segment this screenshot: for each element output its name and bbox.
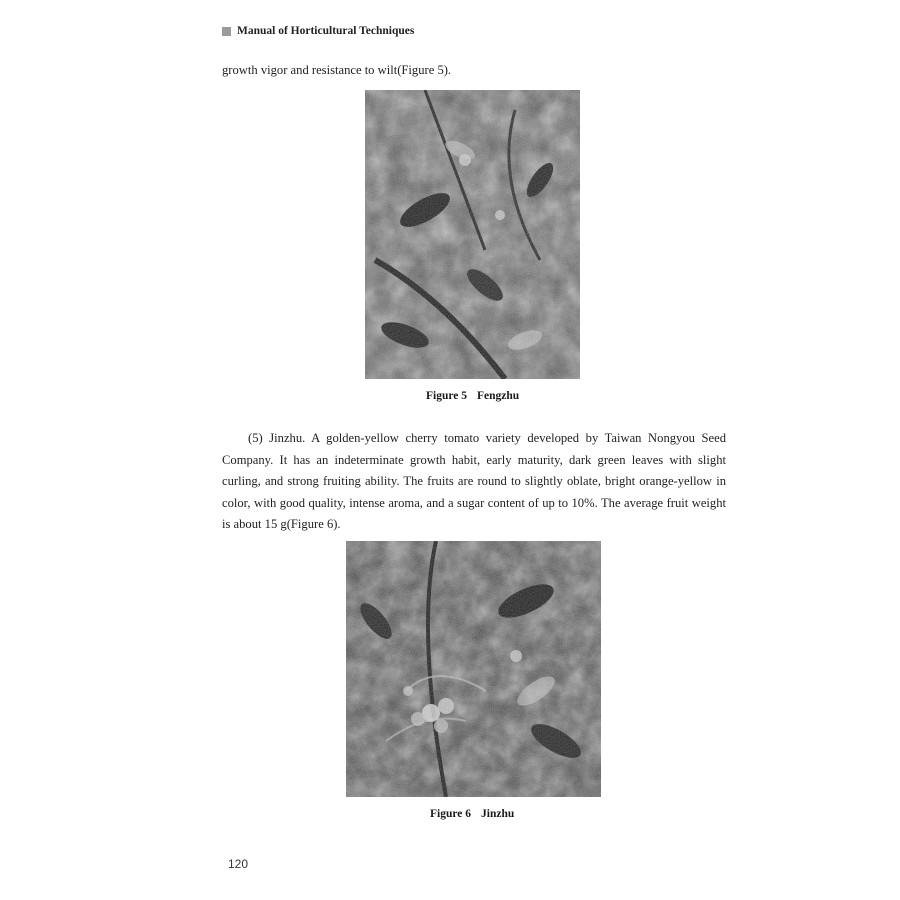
page-number: 120 — [228, 857, 249, 871]
running-head-square-icon — [222, 27, 231, 36]
figure-6-caption — [430, 808, 514, 820]
paragraph-continuation: growth vigor and resistance to wilt(Figure 5). — [222, 63, 452, 77]
paragraph-jinzhu: (5) Jinzhu. A golden-yellow cherry tomato variety developed by Taiwan Nongyou Seed Company. It has an indeterminate growth habit, early maturity, dark green leaves with slight curling, and strong fruiting ability. The fruits are round to slightly oblate, bright orange-yellow in color, with good quality, intense aroma, and a sugar content of up to 10%. The average fruit weight is about 15 g(Figure 6). — [222, 431, 726, 532]
figure-5-photo — [365, 90, 580, 379]
running-head-title: Manual of Horticultural Techniques — [237, 25, 415, 37]
figure-6-photo — [346, 541, 601, 797]
figure-5-caption — [426, 390, 519, 402]
figure-6-number: Figure 6 — [430, 808, 471, 820]
figure-6-title: Jinzhu — [481, 808, 515, 820]
figure-5-title: Fengzhu — [477, 390, 520, 402]
figure-5-number: Figure 5 — [426, 390, 467, 402]
running-head — [222, 25, 414, 37]
